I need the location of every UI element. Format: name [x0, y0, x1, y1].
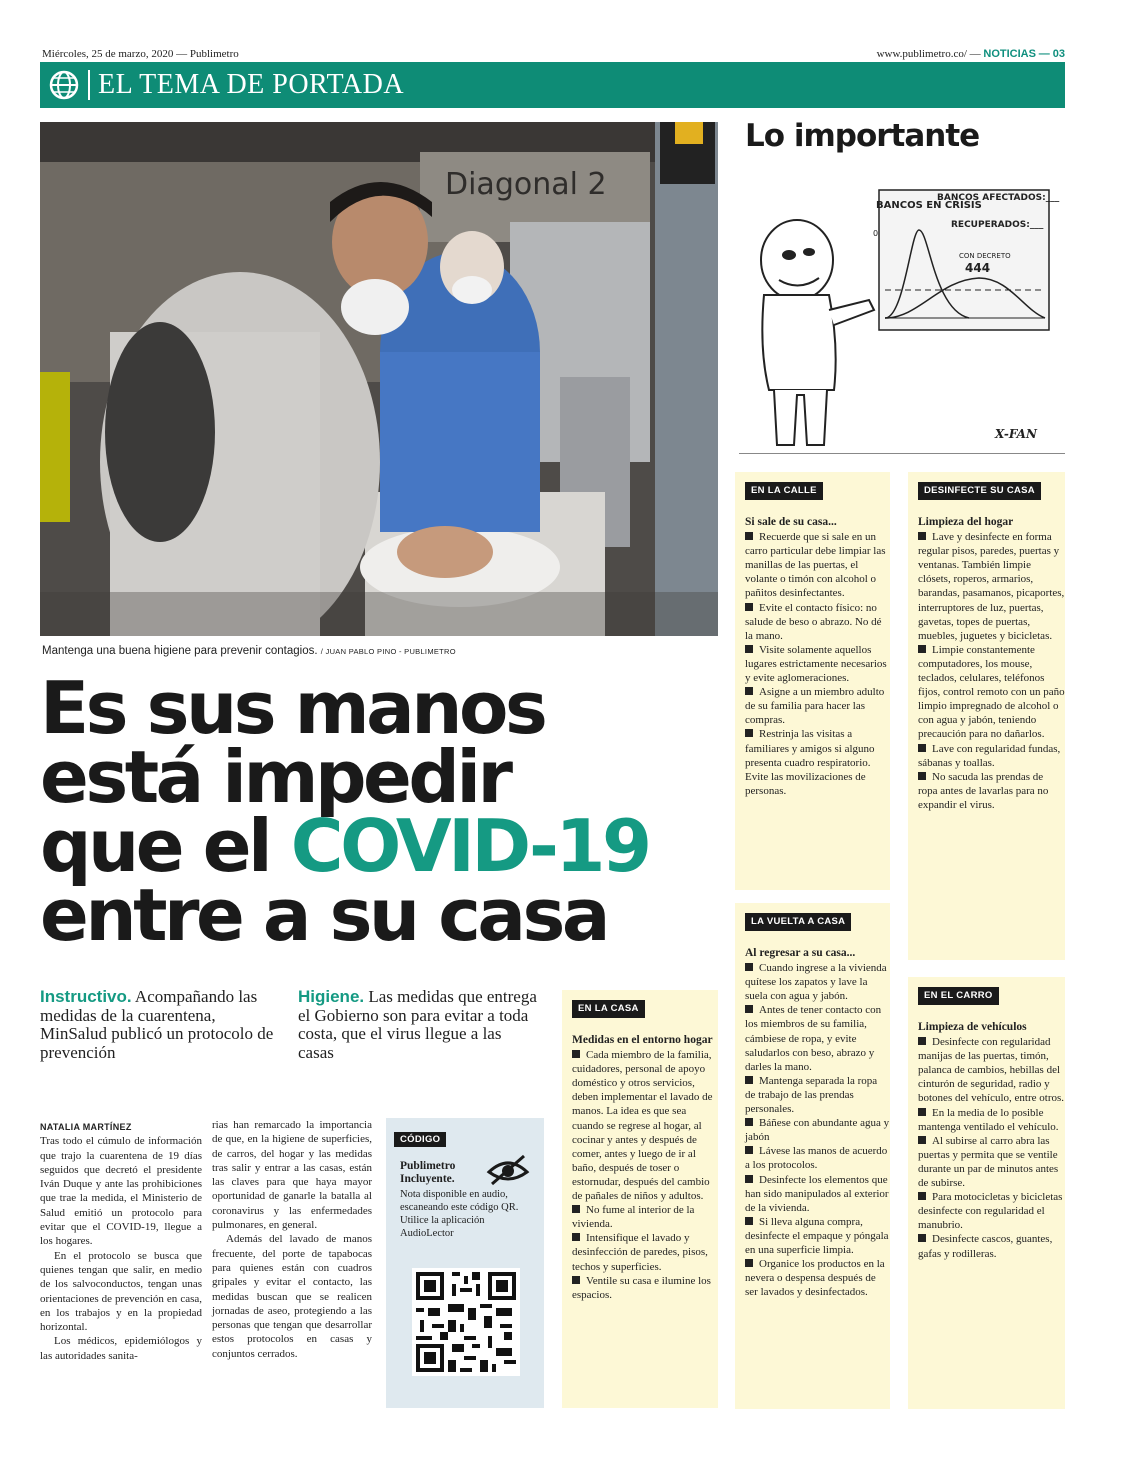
list-item: Báñese con abundante agua y jabón	[745, 1117, 890, 1144]
list-item: Desinfecte cascos, guantes, gafas y rodilleras.	[918, 1233, 1053, 1260]
box-en-la-casa	[562, 990, 718, 1408]
dateline: Miércoles, 25 de marzo, 2020 — Publimetro	[42, 48, 239, 60]
bullet-icon	[745, 729, 753, 737]
article-column-2	[212, 1118, 372, 1361]
label-zero: 0	[873, 229, 879, 238]
box-title: Medidas en el entorno hogar	[572, 1034, 713, 1047]
cartoon-signature: X-FAN	[995, 427, 1037, 441]
photo-caption	[42, 645, 456, 657]
site-url: www.publimetro.co/ —	[876, 48, 981, 60]
subhead-text: Las medidas que entrega el Gobierno son para evitar a toda costa, que el virus llegue a las casas	[298, 987, 537, 1062]
codigo-tag: CÓDIGO	[394, 1132, 446, 1147]
bullet-icon	[745, 1259, 753, 1267]
box-tag: EN LA CASA	[572, 1000, 645, 1018]
photo-credit: / JUAN PABLO PINO - PUBLIMETRO	[320, 647, 456, 656]
label-decreto: CON DECRETO	[959, 252, 1011, 260]
folio	[877, 48, 1065, 60]
list-item: Asigne a un miembro adulto de su familia para hacer las compras.	[745, 686, 885, 727]
list-item: Para motocicletas y bicicletas desinfecte con regularidad el manubrio.	[918, 1191, 1063, 1232]
list-item: Lávese las manos de acuerdo a los protocolos.	[745, 1145, 888, 1172]
box-title: Al regresar a su casa...	[745, 947, 856, 960]
headline	[40, 666, 720, 957]
list-item: Mantenga separada la ropa de trabajo de las prendas personales.	[745, 1074, 878, 1116]
label-crisis: BANCOS EN CRISIS	[876, 200, 982, 211]
box-tag: EN LA CALLE	[745, 482, 823, 500]
box-title: Limpieza de vehículos	[918, 1021, 1027, 1034]
qr-code[interactable]	[412, 1268, 520, 1376]
paragraph: En el protocolo se busca que quienes tengan que salir, en medio de los salvoconductos, tengan unas orientaciones de prevención en casa, en los trabajos y en la propiedad horizontal.	[40, 1249, 202, 1334]
bullet-icon	[918, 1136, 926, 1144]
bullet-icon	[918, 744, 926, 752]
bullet-icon	[572, 1205, 580, 1213]
list-item: Al subirse al carro abra las puertas y permita que se ventile durante un par de minutos antes de subirse.	[918, 1134, 1059, 1190]
paragraph: Tras todo el cúmulo de información que trajo la cuarentena de 19 días seguidos que decretó el presidente Iván Duque y ante las prohibiciones que trae la medida, el Ministerio de Salud emitió un protocolo para evitar que el COVID-19, llegue a los hogares.	[40, 1135, 202, 1248]
main-photo	[40, 122, 718, 636]
box-en-el-carro	[908, 977, 1065, 1409]
subhead-text: Acompañando las medidas de la cuarentena, MinSalud publicó un protocolo de prevención	[40, 987, 274, 1062]
paragraph: Además del lavado de manos frecuente, del porte de tapabocas para quienes están con cuadros gripales y evitar el contacto, las medidas buscan que se realicen jornadas de aseo, protegiendo a las personas que tengan que desarrollar estos protocolos en casas y conjuntos cerrados.	[212, 1233, 372, 1360]
list-item: No fume al interior de la vivienda.	[572, 1204, 695, 1231]
box-en-la-calle	[735, 472, 890, 890]
list-item: Intensifique el lavado y desinfección de paredes, pisos, techos y superficies.	[572, 1232, 708, 1273]
headline-line-2: está impedir	[40, 735, 510, 819]
bullet-icon	[745, 1076, 753, 1084]
box-la-vuelta-a-casa	[735, 903, 890, 1409]
eye-icon	[486, 1152, 530, 1188]
label-afectados: BANCOS AFECTADOS:___	[937, 193, 1060, 203]
subhead-key: Higiene.	[298, 987, 365, 1006]
bullet-icon	[918, 645, 926, 653]
subhead-higiene	[298, 988, 538, 1062]
list-item: Restrinja las visitas a familiares y amigos si alguno presenta cuadro respiratorio. Evite las movilizaciones de personas.	[745, 728, 875, 797]
label-recuperados: RECUPERADOS:___	[951, 220, 1044, 230]
bullet-icon	[745, 1217, 753, 1225]
bullet-icon	[745, 1005, 753, 1013]
bullet-icon	[745, 963, 753, 971]
bullet-icon	[918, 772, 926, 780]
list-item: En la media de lo posible mantenga ventilado el vehículo.	[918, 1106, 1059, 1133]
label-444: 444	[965, 261, 991, 275]
article-column-1	[40, 1120, 202, 1363]
audio-code-box	[386, 1118, 544, 1408]
codigo-description: Nota disponible en audio, escaneando este código QR. Utilice la aplicación AudioLector	[400, 1189, 519, 1239]
subhead-instructivo	[40, 988, 280, 1062]
bullet-icon	[745, 687, 753, 695]
box-desinfecte-su-casa	[908, 472, 1065, 960]
caption-text: Mantenga una buena higiene para prevenir contagios.	[42, 645, 318, 657]
paragraph: rias han remarcado la importancia de que, en la higiene de superficies, de carros, del hogar y las medidas tras salir y entrar a las casas, están las claves para que haya mayor oportunidad de ganarle la batalla al coronavirus y las enfermedades pulmonares, en general.	[212, 1119, 372, 1232]
bullet-icon	[745, 1146, 753, 1154]
box-tag: DESINFECTE SU CASA	[918, 482, 1041, 500]
list-item: Lave con regularidad fundas, sábanas y toallas.	[918, 742, 1061, 769]
box-tag: EN EL CARRO	[918, 987, 999, 1005]
list-item: Visite solamente aquellos lugares estrictamente necesarios y evite aglomeraciones.	[745, 643, 887, 685]
bullet-icon	[572, 1233, 580, 1241]
list-item: Si lleva alguna compra, desinfecte el empaque y póngala en una superficie limpia.	[745, 1215, 889, 1256]
bullet-icon	[918, 1037, 926, 1045]
list-item: Antes de tener contacto con los miembros de su familia, cámbiese de ropa, y evite saludarlos con beso, abrazo y darles la mano.	[745, 1004, 882, 1073]
headline-line-4: entre a su casa	[40, 873, 607, 957]
bullet-icon	[745, 1175, 753, 1183]
banner-title: EL TEMA DE PORTADA	[98, 69, 405, 100]
headline-line-3	[40, 804, 720, 888]
globe-icon	[48, 69, 80, 101]
box-tag: LA VUELTA A CASA	[745, 913, 851, 931]
bullet-icon	[745, 645, 753, 653]
bullet-icon	[745, 1118, 753, 1126]
paragraph: Los médicos, epidemiólogos y las autoridades sanita-	[40, 1335, 202, 1362]
byline: NATALIA MARTÍNEZ	[40, 1122, 132, 1132]
box-title: Si sale de su casa...	[745, 516, 837, 529]
headline-accent: COVID-19	[290, 804, 649, 888]
list-item: Desinfecte con regularidad manijas de las puertas, timón, palanca de cambios, hebillas del cinturón de seguridad, radio y botones del vehículo, entre otros.	[918, 1036, 1065, 1105]
section-banner	[40, 62, 1065, 108]
photo-illustration	[40, 122, 718, 636]
section-label: NOTICIAS	[983, 48, 1036, 60]
box-title: Limpieza del hogar	[918, 516, 1014, 529]
list-item: Cada miembro de la familia, cuidadores, personal de apoyo doméstico y otros servicios, deben implementar el lavado de manos. La idea es que sea cuando se regrese al hogar, al cocinar y antes y después de comer, antes y luego de ir al baño, después de toser o estornudar, después del cambio de pañales de niños y adultos.	[572, 1049, 713, 1203]
page-number: — 03	[1038, 48, 1065, 60]
list-item: Cuando ingrese a la vivienda quítese los zapatos y lave la suela con agua y jabón.	[745, 962, 887, 1003]
bullet-icon	[572, 1276, 580, 1284]
list-item: Ventile su casa e ilumine los espacios.	[572, 1274, 711, 1301]
list-item: No sacuda las prendas de ropa antes de lavarlas para no expandir el virus.	[918, 770, 1049, 811]
bullet-icon	[745, 532, 753, 540]
bullet-icon	[918, 532, 926, 540]
list-item: Organice los productos en la nevera o despensa después de ser lavados y desinfectados.	[745, 1258, 885, 1299]
subhead-key: Instructivo.	[40, 987, 132, 1006]
list-item: Desinfecte los elementos que han sido manipulados al exterior de la vivienda.	[745, 1173, 889, 1214]
bullet-icon	[918, 1192, 926, 1200]
bullet-icon	[745, 603, 753, 611]
bullet-icon	[918, 1108, 926, 1116]
list-item: Limpie constantemente computadores, los mouse, teclados, celulares, teléfonos fijos, control remoto con un paño limpio impregnado de alcohol o con agua y jabón, teniendo precaución para no dañarlos.	[918, 643, 1065, 741]
cartoon-title: Lo importante	[745, 118, 980, 154]
list-item: Lave y desinfecte en forma regular pisos, paredes, puertas y ventanas. También limpie clósets, roperos, armarios, barandas, pasamanos, picaportes, interruptores de luz, puertas, gavetas, topes de puertas, muebles, juguetes y bicicletas.	[918, 531, 1065, 642]
cartoon-panel	[739, 120, 1065, 454]
list-item: Evite el contacto físico: no salude de beso o abrazo. No dé la mano.	[745, 601, 882, 642]
station-sign: Diagonal 2	[445, 167, 607, 202]
headline-line-1: Es sus manos	[40, 666, 545, 750]
banner-divider	[88, 70, 90, 100]
bullet-icon	[918, 1234, 926, 1242]
codigo-title: Publimetro Incluyente.	[400, 1160, 456, 1185]
list-item: Recuerde que si sale en un carro particular debe limpiar las manillas de las puertas, el volante o timón con alcohol o pañitos desinfectantes.	[745, 531, 886, 600]
cartoon-illustration	[739, 160, 1065, 450]
headline-line-3-prefix: que el	[40, 804, 291, 888]
bullet-icon	[572, 1050, 580, 1058]
